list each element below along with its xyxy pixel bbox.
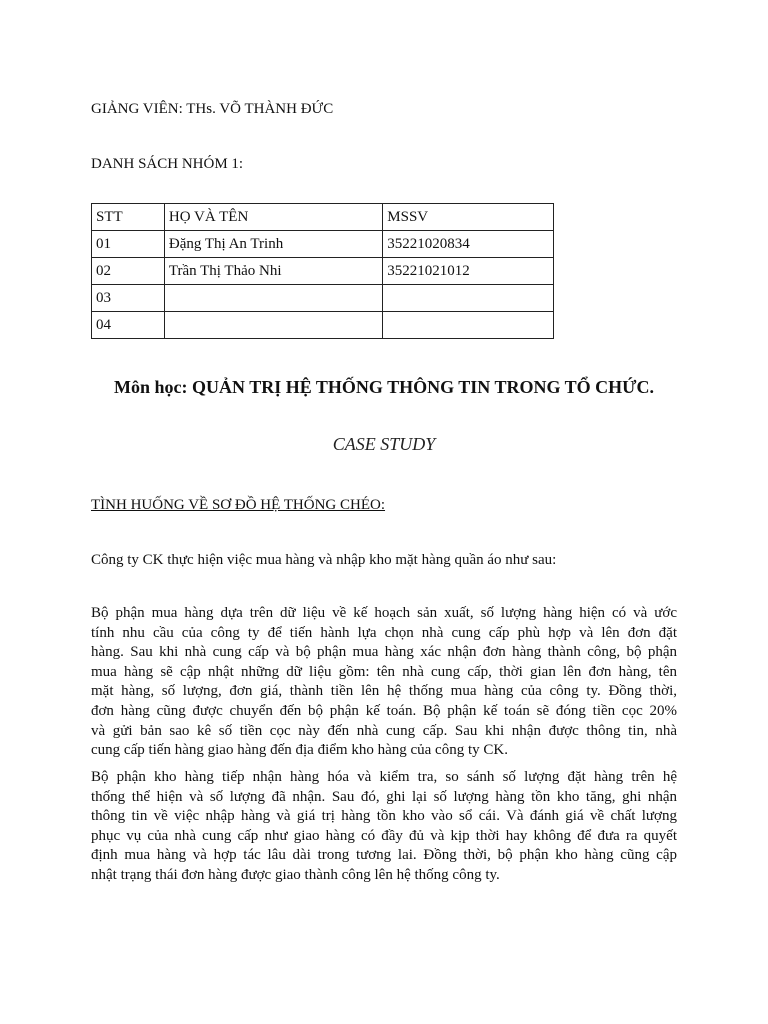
table-row <box>92 312 554 339</box>
group-title: DANH SÁCH NHÓM 1: <box>91 156 244 172</box>
paragraph-line: thống thể hiện và số lượng đã nhận. Sau đó, ghi lại số lượng hàng tồn kho tăng, ghi nhận <box>91 788 677 805</box>
paragraph-line: và gửi bản sao kê số tiền cọc này đến nhà cung cấp. Sau khi nhận được thông tin, nhà <box>91 722 677 739</box>
paragraph-warehouse <box>91 768 677 886</box>
paragraph-line: nhật trạng thái đơn hàng được giao thành công lên hệ thống công ty. <box>91 866 500 883</box>
member-table <box>91 203 554 339</box>
cell-student-id <box>383 285 554 312</box>
table-row <box>92 258 554 285</box>
paragraph-line: mua hàng sẽ cập nhật những dữ liệu gồm: tên nhà cung cấp, thời gian lên đơn hàng, tên <box>91 663 677 680</box>
intro-sentence: Công ty CK thực hiện việc mua hàng và nhập kho mặt hàng quần áo như sau: <box>91 552 557 568</box>
cell-name <box>164 285 382 312</box>
lecturer-line: GIẢNG VIÊN: THs. VÕ THÀNH ĐỨC <box>91 101 334 117</box>
cell-student-id <box>383 312 554 339</box>
header-stt: STT <box>92 204 165 231</box>
paragraph-line: Bộ phận mua hàng dựa trên dữ liệu về kế hoạch sản xuất, số lượng hàng hiện có và ước <box>91 605 677 621</box>
paragraph-line: Bộ phận kho hàng tiếp nhận hàng hóa và kiểm tra, so sánh số lượng đặt hàng trên hệ <box>91 769 677 785</box>
cell-stt: 01 <box>92 231 165 258</box>
header-student-id: MSSV <box>383 204 554 231</box>
paragraph-line: phục vụ của nhà cung cấp như giao hàng có đầy đủ và kịp thời hay không để đưa ra quyết <box>91 827 677 844</box>
paragraph-line: tính nhu cầu của công ty để tiến hành lựa chọn nhà cung cấp phù hợp và lên đơn đặt <box>91 624 677 641</box>
cell-name <box>164 312 382 339</box>
cell-name: Đặng Thị An Trinh <box>164 231 382 258</box>
table-row <box>92 231 554 258</box>
header-name: HỌ VÀ TÊN <box>164 204 382 231</box>
cell-stt: 04 <box>92 312 165 339</box>
course-title: Môn học: QUẢN TRỊ HỆ THỐNG THÔNG TIN TRONG TỔ CHỨC. <box>114 377 654 397</box>
table-header-row <box>92 204 554 231</box>
cell-stt: 03 <box>92 285 165 312</box>
paragraph-line: định mua hàng và hợp tác lâu dài trong tương lai. Đồng thời, bộ phận kho hàng cũng cập <box>91 847 677 864</box>
cell-student-id: 35221021012 <box>383 258 554 285</box>
case-study-heading: CASE STUDY <box>332 434 436 454</box>
paragraph-line: hàng. Sau khi nhà cung cấp và bộ phận mua hàng xác nhận đơn hàng thành công, bộ phận <box>91 644 677 661</box>
section-heading: TÌNH HUỐNG VỀ SƠ ĐỒ HỆ THỐNG CHÉO: <box>91 497 386 513</box>
paragraph-line: đơn hàng cũng được chuyển đến bộ phận kế toán. Bộ phận kế toán sẽ đóng tiền cọc 20% <box>91 702 677 719</box>
paragraph-line: mặt hàng, số lượng, đơn giá, thành tiền lên hệ thống mua hàng của công ty. Đồng thời, <box>91 683 677 700</box>
table-row <box>92 285 554 312</box>
cell-name: Trần Thị Thảo Nhi <box>164 258 382 285</box>
cell-stt: 02 <box>92 258 165 285</box>
paragraph-line: thông tin về việc nhập hàng và giá trị hàng tồn kho vào sổ cái. Và đánh giá về chất lượng <box>91 808 677 825</box>
cell-student-id: 35221020834 <box>383 231 554 258</box>
paragraph-purchasing <box>91 604 677 761</box>
paragraph-line: cung cấp tiến hàng giao hàng đến địa điểm kho hàng của công ty CK. <box>91 742 508 759</box>
